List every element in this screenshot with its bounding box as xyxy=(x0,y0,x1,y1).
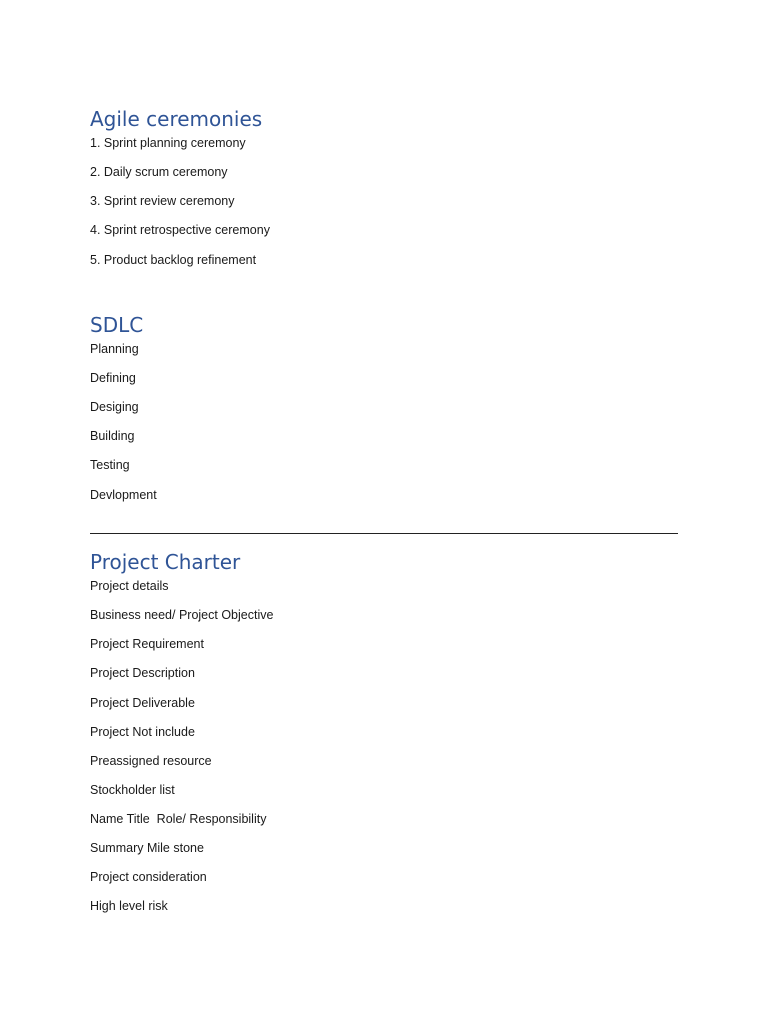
agile-item: 3. Sprint review ceremony xyxy=(90,194,235,208)
sdlc-item: Building xyxy=(90,429,135,443)
sdlc-heading: SDLC xyxy=(90,313,144,337)
charter-item: Project details xyxy=(90,579,169,593)
charter-item: Stockholder list xyxy=(90,783,175,797)
charter-item: Name Title Role/ Responsibility xyxy=(90,812,267,826)
charter-item: Summary Mile stone xyxy=(90,841,204,855)
charter-item: Project Not include xyxy=(90,725,195,739)
agile-item: 1. Sprint planning ceremony xyxy=(90,136,246,150)
agile-item: 2. Daily scrum ceremony xyxy=(90,165,228,179)
charter-item: Preassigned resource xyxy=(90,754,212,768)
charter-heading: Project Charter xyxy=(90,550,241,574)
charter-item: High level risk xyxy=(90,899,168,913)
charter-item: Project Deliverable xyxy=(90,696,195,710)
charter-item: Project consideration xyxy=(90,870,207,884)
agile-heading: Agile ceremonies xyxy=(90,107,263,131)
sdlc-item: Devlopment xyxy=(90,488,157,502)
horizontal-divider xyxy=(90,533,678,534)
agile-item: 4. Sprint retrospective ceremony xyxy=(90,223,270,237)
agile-item: 5. Product backlog refinement xyxy=(90,253,257,267)
sdlc-item: Defining xyxy=(90,371,136,385)
sdlc-item: Testing xyxy=(90,458,130,472)
sdlc-item: Planning xyxy=(90,342,139,356)
charter-item: Project Requirement xyxy=(90,637,204,651)
charter-item: Business need/ Project Objective xyxy=(90,608,274,622)
sdlc-item: Desiging xyxy=(90,400,139,414)
charter-item: Project Description xyxy=(90,666,195,680)
